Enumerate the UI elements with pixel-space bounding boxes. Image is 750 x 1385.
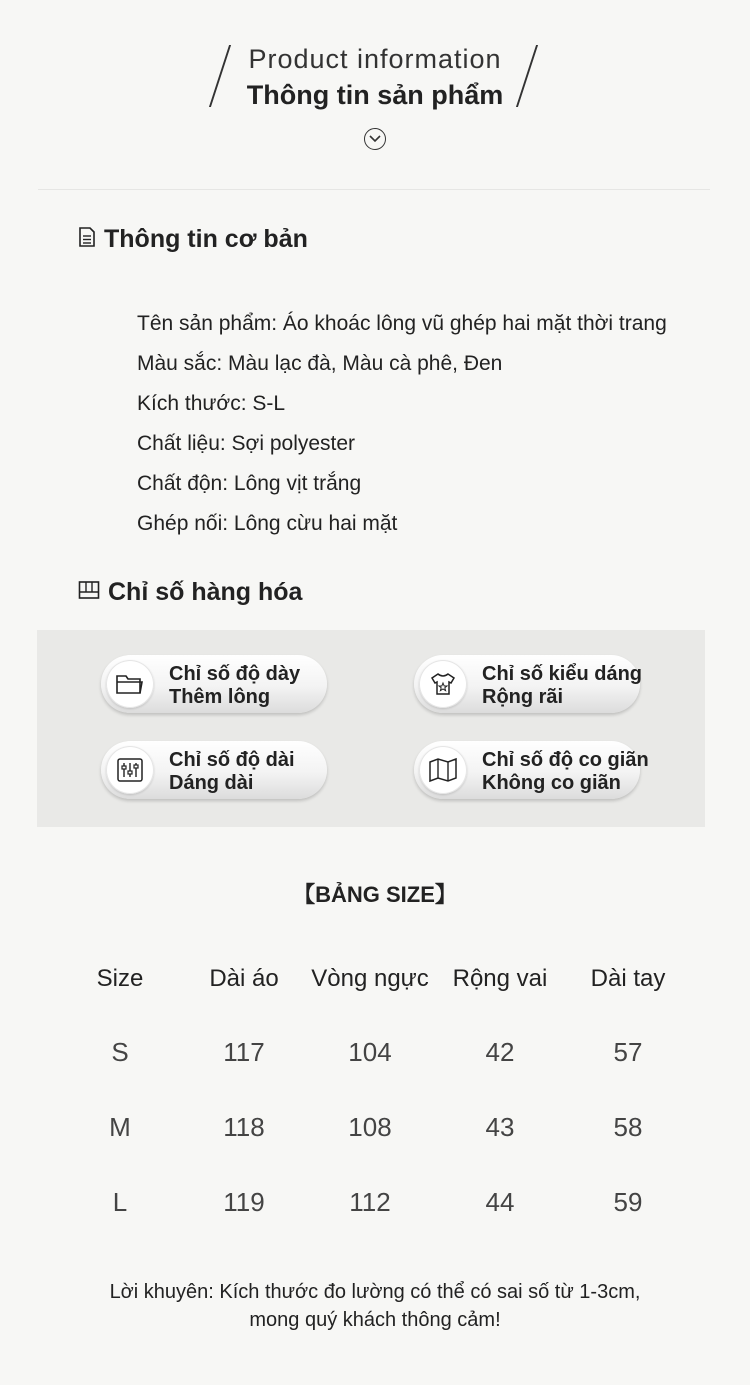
table-row	[0, 1182, 750, 1222]
tshirt-icon	[419, 660, 467, 708]
indices-title: Chỉ số hàng hóa	[108, 578, 303, 606]
index-elasticity-label: Chỉ số độ co giãn	[482, 749, 649, 771]
table-header: Size	[96, 965, 144, 992]
folder-icon	[106, 660, 154, 708]
size-advice-note	[0, 1278, 750, 1334]
table-cell: 108	[348, 1112, 392, 1142]
table-cell: 118	[223, 1112, 265, 1142]
index-style-value: Rộng rãi	[482, 686, 564, 708]
table-header-row	[0, 959, 750, 999]
info-splicing: Ghép nối: Lông cừu hai mặt	[137, 512, 398, 535]
basic-info-list	[137, 304, 667, 544]
info-material: Chất liệu: Sợi polyester	[137, 432, 356, 455]
index-length-label: Chỉ số độ dài	[169, 749, 295, 771]
table-row	[0, 1032, 750, 1072]
advice-line-2: mong quý khách thông cảm!	[249, 1309, 501, 1331]
table-cell: 119	[223, 1187, 265, 1217]
table-header: Dài tay	[590, 965, 666, 992]
map-fold-icon	[419, 746, 467, 794]
index-thickness-value: Thêm lông	[169, 686, 271, 708]
table-header: Dài áo	[209, 965, 279, 992]
info-color: Màu sắc: Màu lạc đà, Màu cà phê, Đen	[137, 352, 503, 375]
index-thickness	[101, 655, 327, 713]
info-filling: Chất độn: Lông vịt trắng	[137, 472, 362, 495]
header-divider	[38, 189, 710, 190]
index-elasticity	[414, 741, 649, 799]
product-info-header	[0, 0, 750, 190]
table-row	[0, 1107, 750, 1147]
table-cell: S	[111, 1037, 129, 1067]
index-thickness-label: Chỉ số độ dày	[169, 663, 301, 685]
document-icon	[78, 225, 96, 254]
info-product-name: Tên sản phẩm: Áo khoác lông vũ ghép hai mặt thời trang	[137, 312, 667, 335]
table-header: Rộng vai	[452, 965, 548, 992]
table-cell: 57	[613, 1037, 643, 1067]
grid-icon	[78, 578, 100, 607]
table-cell: 117	[223, 1037, 265, 1067]
info-size: Kích thước: S-L	[137, 392, 286, 415]
index-length-value: Dáng dài	[169, 772, 254, 794]
header-title-english: Product information	[248, 44, 502, 74]
index-elasticity-value: Không co giãn	[482, 772, 621, 794]
table-cell: 59	[613, 1187, 643, 1217]
index-style	[414, 655, 643, 713]
size-chart-title: 【BẢNG SIZE】	[293, 882, 457, 907]
table-header: Vòng ngực	[311, 965, 429, 992]
table-cell: M	[109, 1112, 131, 1142]
table-cell: 112	[349, 1187, 391, 1217]
table-cell: 104	[348, 1037, 392, 1067]
table-cell: 42	[485, 1037, 515, 1067]
sliders-icon	[106, 746, 154, 794]
table-cell: L	[112, 1187, 128, 1217]
advice-line-1: Lời khuyên: Kích thước đo lường có thể có sai số từ 1-3cm,	[109, 1281, 641, 1303]
chevron-down-icon[interactable]	[364, 128, 386, 150]
index-length	[101, 741, 327, 799]
table-cell: 44	[485, 1187, 515, 1217]
index-style-label: Chỉ số kiểu dáng	[482, 663, 643, 685]
basic-info-heading	[78, 225, 308, 254]
table-cell: 58	[613, 1112, 643, 1142]
indices-heading	[78, 578, 302, 607]
basic-info-title: Thông tin cơ bản	[104, 225, 308, 253]
table-cell: 43	[485, 1112, 515, 1142]
header-title-vietnamese: Thông tin sản phẩm	[246, 80, 504, 110]
